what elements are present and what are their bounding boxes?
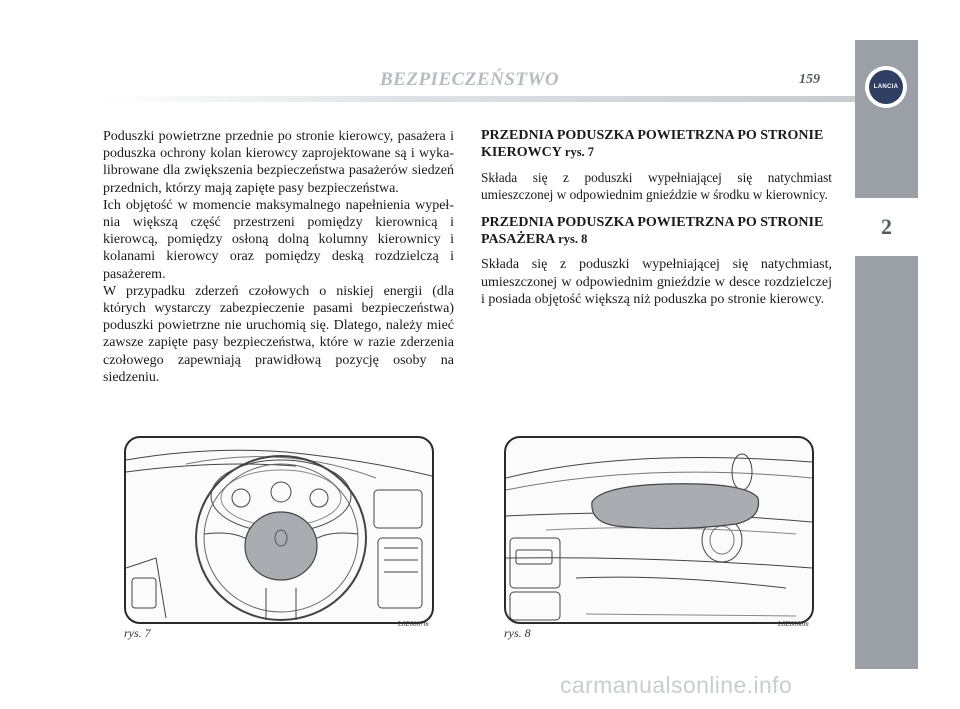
figure-8-code: L0E0068m: [778, 620, 809, 628]
figure-8-caption: rys. 8: [504, 626, 531, 640]
left-column: [103, 128, 454, 386]
figure-7-code: L0E0067m: [398, 620, 429, 628]
paragraph-low-energy: W przypadku zderzeń czołowych o niskiej energii (dla których wystarczy zabezpieczenie pasami bezpieczeństwa) poduszki powietrzne nie uruchomią się. Dlatego, należy mieć zawsze zapięte pasy bezpieczeństwa, które w razie zderzenia czołowego zapewniają prawidłową pozycję osoby na siedzeniu.: [103, 283, 454, 385]
dashboard-illustration: [506, 438, 812, 622]
section-title: BEZPIECZEŃSTWO: [380, 69, 560, 90]
figure-driver-airbag: [124, 436, 434, 624]
passenger-airbag-ref[interactable]: rys. 8: [558, 232, 588, 247]
paragraph-volume: Ich objętość w momencie maksymalnego napełnienia wypeł-nia większą część przestrzeni pomiędzy kierownicą i kierowcą, pomiędzy osłoną dolną kolumny kierownicy i kolanami kierowcy oraz pomiędzy deską rozdzielczą i pasażerem.: [103, 197, 454, 282]
driver-airbag-heading: [481, 128, 832, 161]
chapter-sidebar: [855, 40, 918, 669]
figure-7-caption: rys. 7: [124, 626, 151, 640]
driver-airbag-ref[interactable]: rys. 7: [564, 145, 595, 159]
paragraph-intro: Poduszki powietrzne przednie po stronie kierowcy, pasażera i poduszka ochrony kolan kierowcy zaprojektowane są i wyka-librowane dla zwiększenia bezpieczeństwa pasażerów siedzeń przednich, którzy mają zapięte pasy bezpieczeństwa.: [103, 129, 454, 196]
page-number: 159: [799, 72, 820, 87]
lancia-logo-badge: LANCIA: [869, 70, 903, 104]
steering-wheel-illustration: [126, 438, 432, 622]
driver-airbag-text: Składa się z poduszki wypełniającej się natychmiast umieszczonej w odpowiednim gnieździe w środku w kierownicy.: [481, 170, 832, 203]
chapter-number-tab[interactable]: 2: [855, 198, 918, 256]
header-rule: [98, 96, 855, 102]
figure-passenger-airbag: [504, 436, 814, 624]
passenger-airbag-highlight: [592, 484, 759, 529]
watermark: carmanualsonline.info: [560, 672, 793, 698]
right-column: [481, 128, 832, 308]
passenger-airbag-heading: [481, 215, 832, 248]
lancia-logo: [865, 66, 907, 108]
passenger-airbag-text: Składa się z poduszki wypełniającej się natychmiast, umieszczonej w odpowiednim gnieździe w desce rozdzielczej i posiada objętość większą niż poduszka po stronie kierowcy.: [481, 257, 832, 307]
driver-airbag-heading-text: PRZEDNIA PODUSZKA POWIETRZNA PO STRONIE KIEROWCY: [481, 128, 824, 160]
passenger-airbag-heading-text: PRZEDNIA PODUSZKA POWIETRZNA PO STRONIE PASAŻERA: [481, 215, 824, 248]
